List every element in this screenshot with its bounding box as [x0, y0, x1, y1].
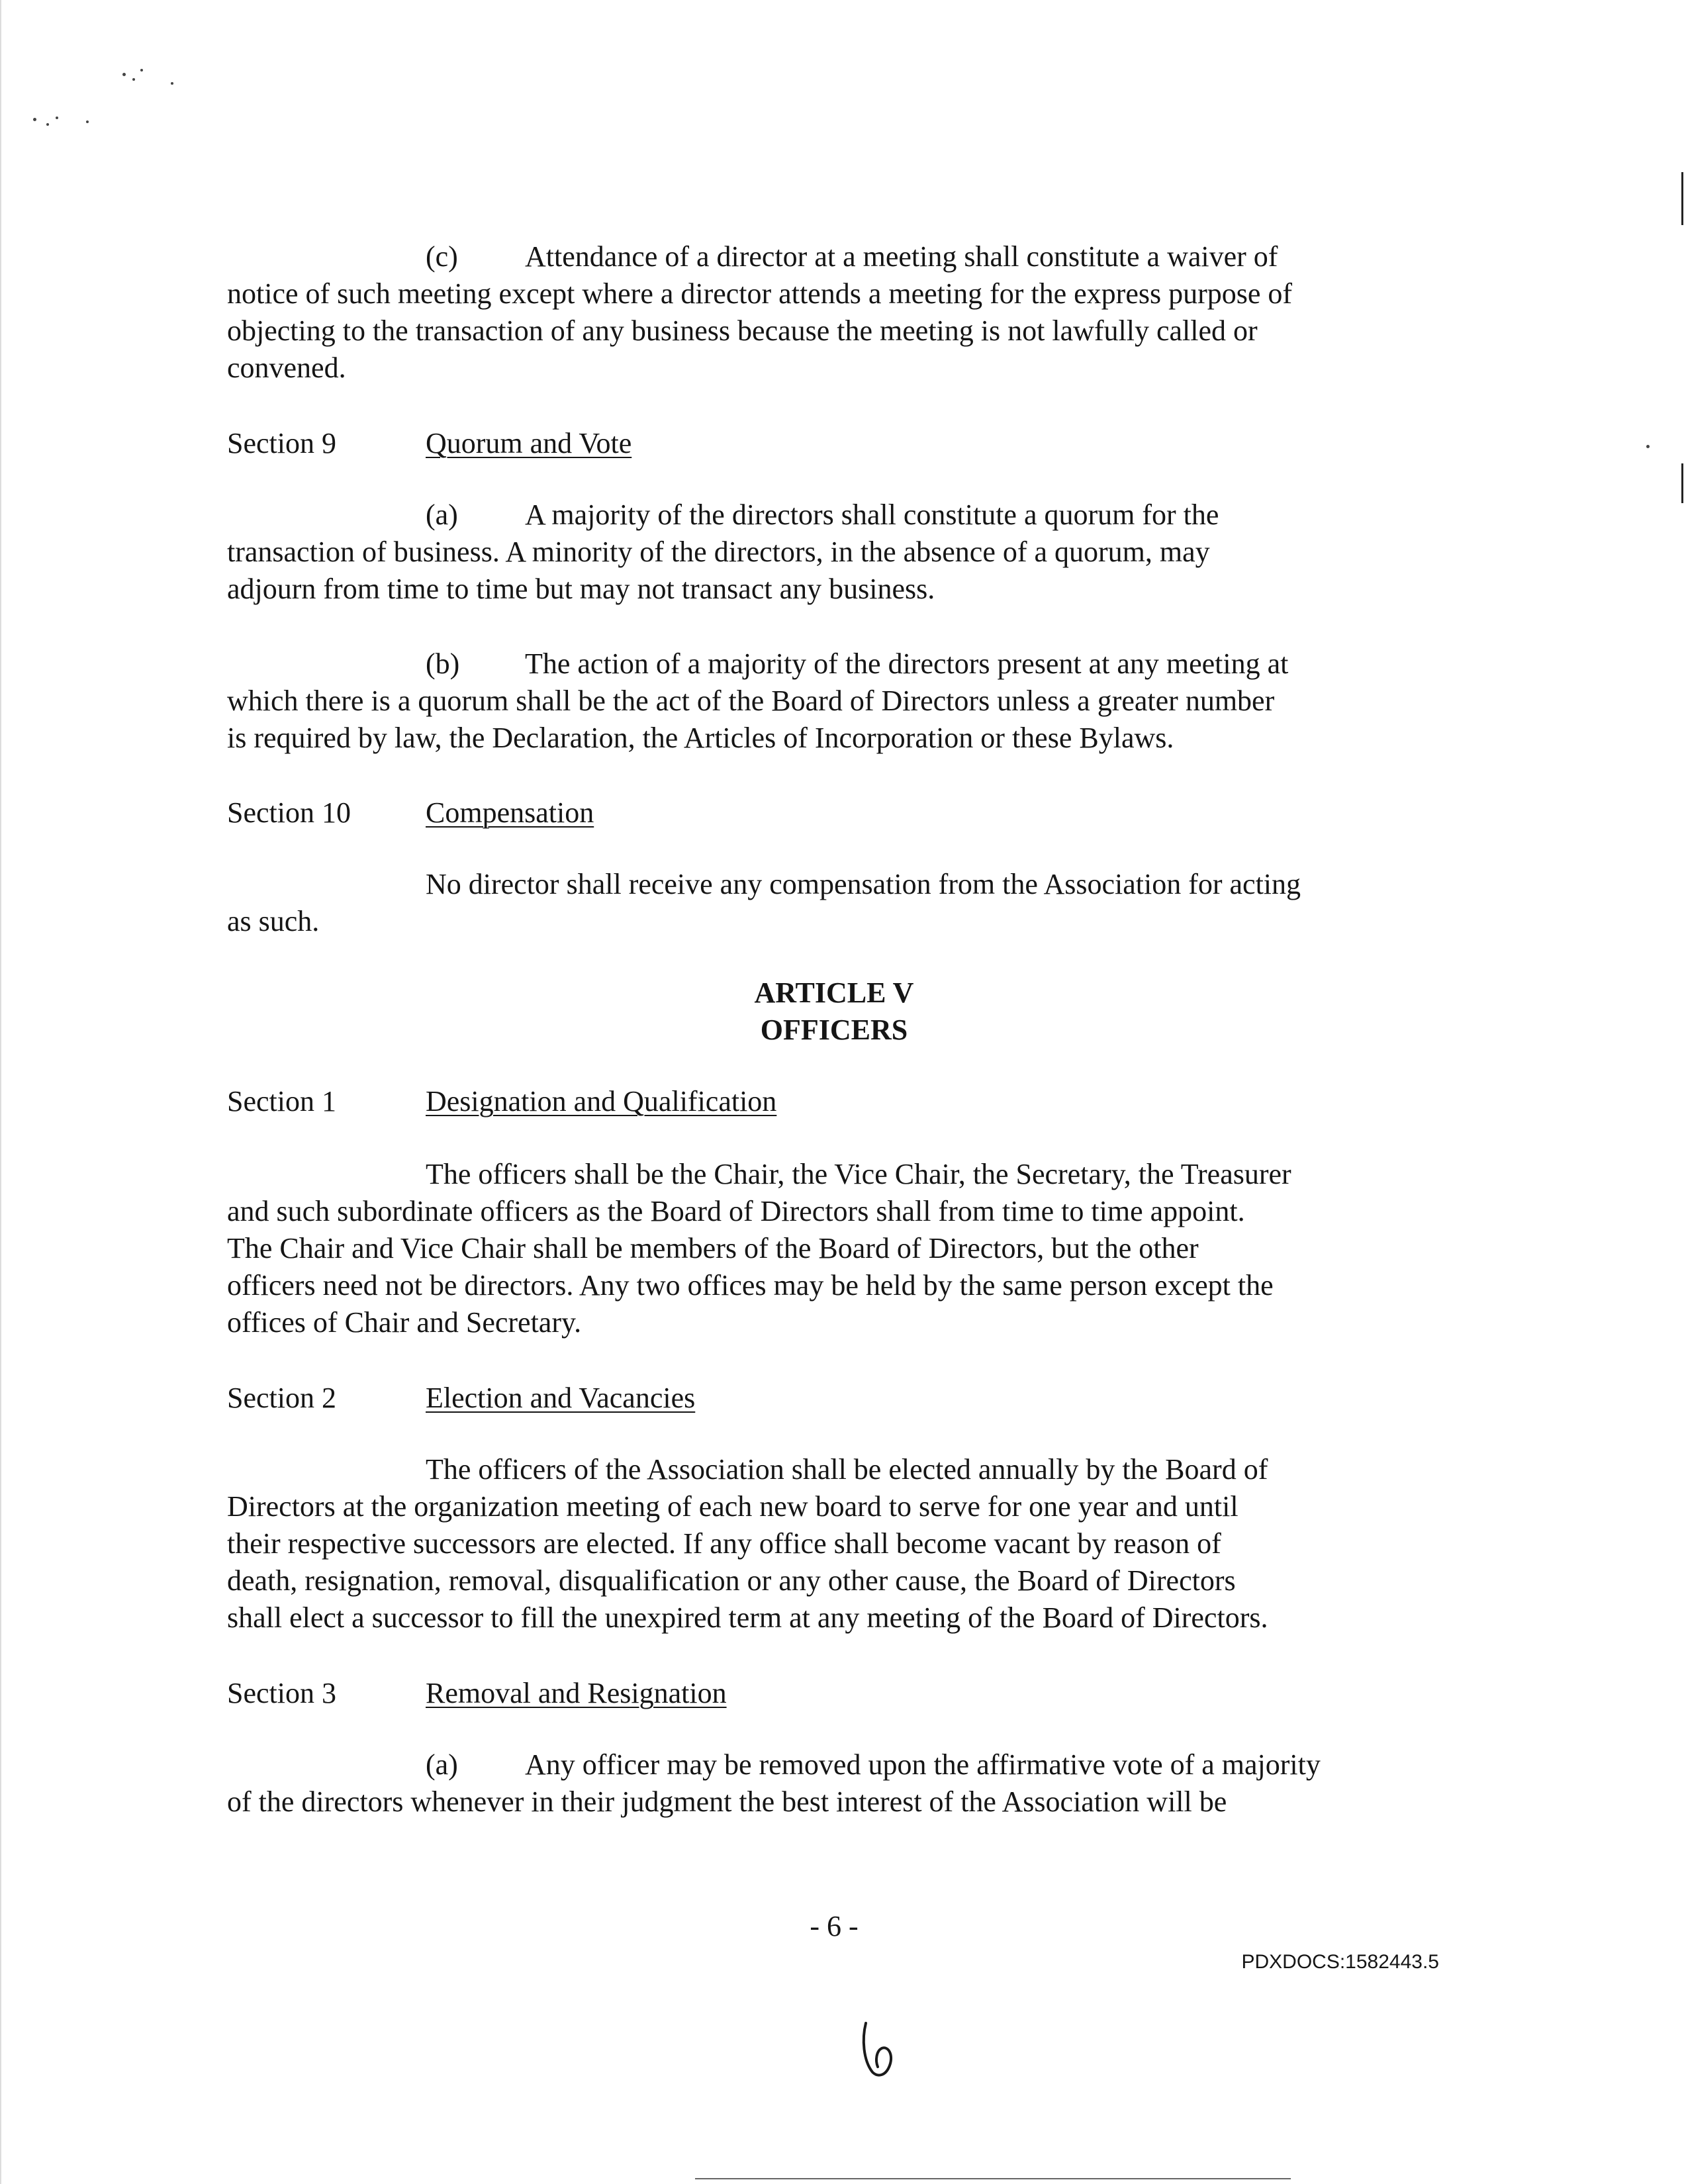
article5-section1-paragraph [227, 1156, 1440, 1341]
article5-section3-paragraph-a [227, 1746, 1440, 1821]
article-number: ARTICLE V [754, 976, 914, 1009]
text-line: notice of such meeting except where a director attends a meeting for the express purpose of [227, 277, 1293, 310]
scan-speck [56, 117, 58, 119]
scan-speck [140, 69, 143, 71]
text-line: objecting to the transaction of any business because the meeting is not lawfully called or [227, 314, 1258, 347]
text-line: which there is a quorum shall be the act of the Board of Directors unless a greater number [227, 685, 1275, 717]
section-title: Designation and Qualification [426, 1085, 777, 1117]
text-line: The Chair and Vice Chair shall be members of the Board of Directors, but the other [227, 1232, 1199, 1264]
text-line: as such. [227, 905, 320, 937]
scan-speck [33, 118, 36, 121]
section8-paragraph-c [227, 238, 1440, 387]
text-line: of the directors whenever in their judgment the best interest of the Association will be [227, 1785, 1227, 1818]
text-line: officers need not be directors. Any two offices may be held by the same person except the [227, 1269, 1274, 1302]
text-line: Directors at the organization meeting of each new board to serve for one year and until [227, 1490, 1239, 1523]
section-title: Quorum and Vote [426, 427, 632, 459]
text-line: convened. [227, 352, 346, 384]
text-line: A majority of the directors shall constitute a quorum for the [525, 499, 1219, 531]
text-line: The officers shall be the Chair, the Vice Chair, the Secretary, the Treasurer [426, 1158, 1291, 1190]
scan-right-mark [1681, 172, 1683, 225]
scan-speck [122, 73, 126, 76]
section-label: Section 1 [227, 1085, 336, 1117]
text-line: Attendance of a director at a meeting shall constitute a waiver of [525, 240, 1278, 273]
text-line: adjourn from time to time but may not transact any business. [227, 573, 935, 605]
text-line: their respective successors are elected. If any office shall become vacant by reason of [227, 1527, 1221, 1560]
subsection-marker: (c) [426, 240, 458, 273]
scan-speck [1646, 445, 1650, 448]
section9-paragraph-b [227, 645, 1440, 757]
section10-paragraph [227, 866, 1440, 940]
scan-speck [86, 120, 89, 123]
subsection-marker: (b) [426, 647, 460, 680]
article5-section2-paragraph [227, 1451, 1440, 1637]
text-line: is required by law, the Declaration, the Articles of Incorporation or these Bylaws. [227, 722, 1174, 754]
section-title: Removal and Resignation [426, 1677, 727, 1709]
text-line: The action of a majority of the directors present at any meeting at [525, 647, 1289, 680]
subsection-marker: (a) [426, 1748, 458, 1781]
handwritten-six-icon [858, 2019, 904, 2079]
section-title: Compensation [426, 796, 594, 829]
text-line: and such subordinate officers as the Board of Directors shall from time to time appoint. [227, 1195, 1245, 1227]
scan-left-edge [0, 0, 1, 2184]
text-line: transaction of business. A minority of the directors, in the absence of a quorum, may [227, 536, 1210, 568]
section-label: Section 9 [227, 427, 336, 459]
text-line: offices of Chair and Secretary. [227, 1306, 582, 1339]
scan-right-mark [1681, 463, 1683, 503]
section-title: Election and Vacancies [426, 1382, 696, 1414]
text-line: death, resignation, removal, disqualification or any other cause, the Board of Directors [227, 1564, 1236, 1597]
document-id: PDXDOCS:1582443.5 [1241, 1951, 1439, 1973]
scan-speck [46, 123, 49, 126]
scan-speck [132, 78, 135, 81]
text-line: shall elect a successor to fill the unexpired term at any meeting of the Board of Directors. [227, 1601, 1268, 1634]
text-line: Any officer may be removed upon the affirmative vote of a majority [525, 1748, 1321, 1781]
section9-paragraph-a [227, 497, 1440, 608]
handwritten-page-mark [858, 2019, 904, 2079]
text-line: The officers of the Association shall be elected annually by the Board of [426, 1453, 1268, 1486]
section-label: Section 10 [227, 796, 351, 829]
scan-speck [171, 82, 173, 85]
section-label: Section 2 [227, 1382, 336, 1414]
page-number: - 6 - [810, 1910, 859, 1942]
scan-bottom-line [695, 2178, 1291, 2179]
subsection-marker: (a) [426, 499, 458, 531]
text-line: No director shall receive any compensation from the Association for acting [426, 868, 1301, 900]
section-label: Section 3 [227, 1677, 336, 1709]
article-name: OFFICERS [760, 1014, 908, 1046]
